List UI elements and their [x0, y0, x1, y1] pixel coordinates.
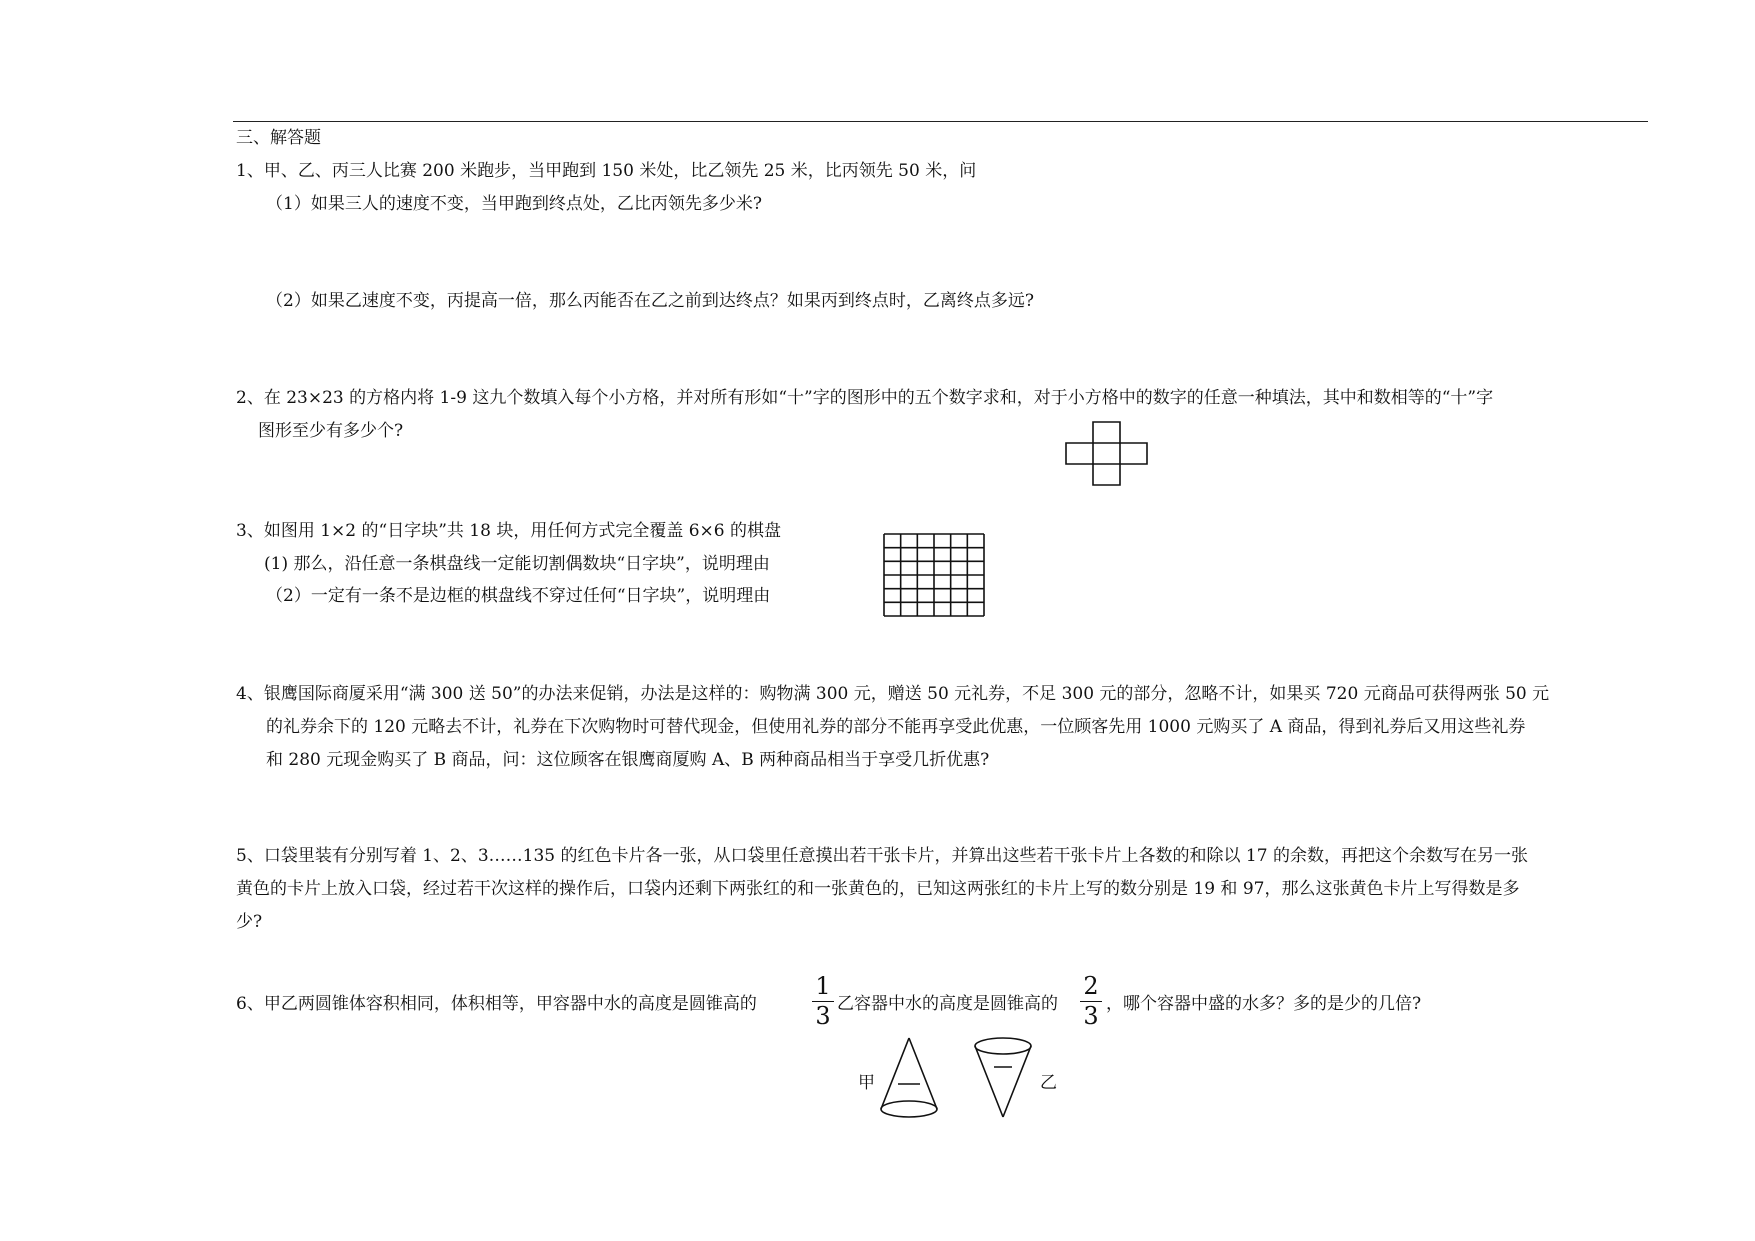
q3-stem: 3、如图用 1×2 的“日字块”共 18 块，用任何方式完全覆盖 6×6 的棋盘: [236, 521, 782, 541]
plus-shape-icon: [1066, 422, 1148, 488]
q1-part2: （2）如果乙速度不变，丙提高一倍，那么丙能否在乙之前到达终点？如果丙到终点时，乙离终点多远?: [266, 291, 1034, 311]
q3-part2: （2）一定有一条不是边框的棋盘线不穿过任何“日字块”，说明理由: [266, 586, 771, 606]
q6-fraction-two-thirds: [1080, 974, 1102, 1028]
q4-line3: 和 280 元现金购买了 B 商品，问：这位顾客在银鹰商厦购 A、B 两种商品相当于享受几折优惠?: [266, 750, 990, 770]
q3-part1: (1) 那么，沿任意一条棋盘线一定能切割偶数块“日字块”，说明理由: [264, 554, 770, 574]
q1-stem: 1、甲、乙、丙三人比赛 200 米跑步，当甲跑到 150 米处，比乙领先 25 米，比丙领先 50 米，问: [236, 161, 977, 181]
q5-line2: 黄色的卡片上放入口袋，经过若干次这样的操作后，口袋内还剩下两张红的和一张黄色的，已知这两张红的卡片上写的数分别是 19 和 97，那么这张黄色卡片上写得数是多: [236, 879, 1520, 899]
cone-label-yi: 乙: [1040, 1073, 1057, 1093]
header-rule: [233, 121, 1648, 122]
q6-text-c: ，哪个容器中盛的水多？多的是少的几倍?: [1106, 994, 1422, 1014]
inverted-cone-icon: [971, 1036, 1035, 1120]
q6-text-a: 6、甲乙两圆锥体容积相同，体积相等，甲容器中水的高度是圆锥高的: [236, 994, 757, 1014]
q6-text-b: 乙容器中水的高度是圆锥高的: [837, 994, 1058, 1014]
fraction-numerator: 1: [815, 972, 831, 1000]
q2-line2: 图形至少有多少个?: [258, 421, 404, 441]
fraction-numerator: 2: [1083, 972, 1099, 1000]
q4-line2: 的礼券余下的 120 元略去不计，礼券在下次购物时可替代现金，但使用礼券的部分不能再享受此优惠，一位顾客先用 1000 元购买了 A 商品，得到礼券后又用这些礼券: [266, 717, 1526, 737]
chessboard-grid: [883, 533, 985, 617]
fraction-denominator: 3: [1083, 1002, 1099, 1030]
q5-line3: 少?: [236, 912, 263, 932]
q6-fraction-one-third: [812, 974, 834, 1028]
q5-line1: 5、口袋里装有分别写着 1、2、3……135 的红色卡片各一张，从口袋里任意摸出若干张卡片，并算出这些若干张卡片上各数的和除以 17 的余数，再把这个余数写在另一张: [236, 846, 1528, 866]
cone-label-jia: 甲: [858, 1073, 875, 1093]
q4-line1: 4、银鹰国际商厦采用“满 300 送 50”的办法来促销，办法是这样的：购物满 300 元，赠送 50 元礼券，不足 300 元的部分，忽略不计，如果买 720 元商品可获得两张 50 元: [236, 684, 1550, 704]
q1-part1: （1）如果三人的速度不变，当甲跑到终点处，乙比丙领先多少米?: [266, 194, 762, 214]
q2-line1: 2、在 23×23 的方格内将 1-9 这九个数填入每个小方格，并对所有形如“十”字的图形中的五个数字求和，对于小方格中的数字的任意一种填法，其中和数相等的“十”字: [236, 388, 1494, 408]
section-title: 三、解答题: [236, 128, 321, 148]
upright-cone-icon: [877, 1036, 941, 1120]
fraction-denominator: 3: [815, 1002, 831, 1030]
